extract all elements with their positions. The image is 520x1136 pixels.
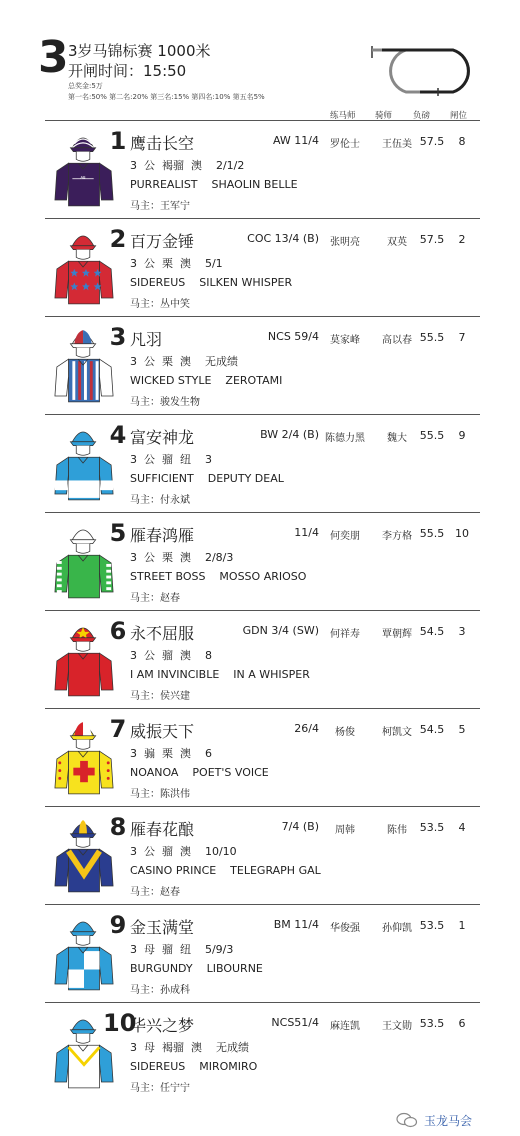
pedigree: WICKED STYLE ZEROTAMI	[130, 374, 283, 387]
horse-name: 凡羽	[130, 330, 163, 349]
pedigree: SIDEREUS SILKEN WHISPER	[130, 276, 293, 289]
horse-info: 3 公 骝 纽 3	[130, 453, 212, 466]
weight: 57.5	[419, 233, 445, 246]
trainer: 莫家峰	[330, 335, 360, 346]
owner: 马主：侯兴建	[130, 691, 190, 702]
horse-info: 3 母 骝 纽 5/9/3	[130, 943, 234, 956]
pedigree: PURREALIST SHAOLIN BELLE	[130, 178, 298, 191]
horse-info: 3 公 褐骝 澳 2/1/2	[130, 159, 245, 172]
horse-rating: 7/4 (B)	[281, 820, 319, 833]
trainer: 华俊强	[330, 923, 360, 934]
horse-name: 百万金锤	[130, 232, 195, 251]
owner: 马主：骏发生物	[130, 397, 200, 408]
horse-number: 6	[109, 617, 127, 645]
horse-rating: BW 2/4 (B)	[260, 428, 319, 441]
jockey: 王伍美	[382, 139, 412, 150]
pedigree: I AM INVINCIBLE IN A WHISPER	[130, 668, 310, 681]
weight: 55.5	[419, 429, 445, 442]
draw: 1	[458, 919, 466, 932]
horse-name: 华兴之梦	[130, 1016, 195, 1035]
jockey: 孙仰凯	[382, 923, 412, 934]
weight: 53.5	[419, 919, 445, 932]
trainer: 罗伦士	[330, 139, 360, 150]
draw: 8	[458, 135, 466, 148]
horse-number: 7	[109, 715, 127, 743]
horse-rating: NCS 59/4	[267, 330, 319, 343]
weight: 53.5	[419, 1017, 445, 1030]
entry-row	[45, 610, 480, 709]
owner: 马主：赵春	[130, 593, 180, 604]
owner: 马主：孙成科	[130, 985, 190, 996]
jockey: 高以春	[382, 335, 412, 346]
horse-info: 3 母 褐骝 澳 无成绩	[130, 1041, 249, 1054]
pedigree: SUFFICIENT DEPUTY DEAL	[130, 472, 284, 485]
horse-number: 10	[103, 1009, 137, 1037]
trainer: 张明亮	[330, 237, 360, 248]
weight: 55.5	[419, 527, 445, 540]
horse-rating: AW 11/4	[273, 134, 319, 147]
watermark-text: 玉龙马会	[424, 1114, 473, 1128]
horse-rating: 26/4	[294, 722, 319, 735]
owner: 马主：王军宁	[130, 201, 190, 212]
race-title: 3岁马锦标赛 1000米	[68, 42, 211, 60]
owner: 马主：陈洪伟	[130, 789, 190, 800]
jockey: 柯凯文	[382, 727, 412, 738]
owner: 马主：任宁宁	[130, 1083, 190, 1094]
pedigree: BURGUNDY LIBOURNE	[130, 962, 263, 975]
prize-split: 第一名:50% 第二名:20% 第三名:15% 第四名:10% 第五名5%	[68, 93, 265, 101]
draw: 3	[458, 625, 466, 638]
horse-name: 雁春鸿雁	[130, 526, 195, 545]
horse-info: 3 公 骝 澳 8	[130, 649, 212, 662]
race-header	[0, 0, 520, 120]
draw: 10	[455, 527, 469, 540]
pedigree: NOANOA POET'S VOICE	[130, 766, 269, 779]
trainer: 杨俊	[335, 727, 355, 738]
horse-name: 鹰击长空	[130, 134, 195, 153]
horse-name: 金玉满堂	[130, 918, 195, 937]
horse-name: 雁春花酿	[130, 820, 195, 839]
weight: 55.5	[419, 331, 445, 344]
horse-info: 3 公 栗 澳 2/8/3	[130, 551, 234, 564]
horse-rating: GDN 3/4 (SW)	[242, 624, 319, 637]
gate-time: 开闸时间：15:50	[68, 62, 187, 80]
pedigree: SIDEREUS MIROMIRO	[130, 1060, 258, 1073]
horse-number: 9	[109, 911, 127, 939]
jockey: 覃朝辉	[382, 629, 412, 640]
trainer: 麻连凯	[330, 1021, 360, 1032]
horse-number: 1	[109, 127, 127, 155]
jockey: 王文勋	[382, 1021, 412, 1032]
draw: 9	[458, 429, 466, 442]
purse: 总奖金:5万	[68, 82, 103, 90]
entry-row	[45, 1002, 480, 1101]
owner: 马主：丛中笑	[130, 299, 190, 310]
horse-number: 4	[109, 421, 127, 449]
draw: 4	[458, 821, 466, 834]
trainer: 何奕朋	[330, 531, 360, 542]
trainer: 何祥寿	[330, 629, 360, 640]
weight: 54.5	[419, 723, 445, 736]
horse-number: 8	[109, 813, 127, 841]
race-number: 3	[38, 32, 69, 83]
trainer: 陈德力黑	[325, 433, 365, 444]
entry-row	[45, 316, 480, 415]
entry-row	[45, 120, 480, 219]
entry-row	[45, 512, 480, 611]
col-draw: 闸位	[450, 111, 468, 121]
owner: 马主：付永斌	[130, 495, 190, 506]
jockey: 双英	[387, 237, 407, 248]
horse-rating: 11/4	[294, 526, 319, 539]
horse-rating: BM 11/4	[273, 918, 319, 931]
col-weight: 负磅	[413, 111, 431, 121]
weight: 57.5	[419, 135, 445, 148]
pedigree: CASINO PRINCE TELEGRAPH GAL	[130, 864, 321, 877]
horse-info: 3 公 骝 澳 10/10	[130, 845, 237, 858]
horse-name: 永不屈服	[130, 624, 195, 643]
entry-row	[45, 904, 480, 1003]
col-trainer: 练马师	[330, 111, 356, 121]
jockey: 李方格	[382, 531, 412, 542]
draw: 2	[458, 233, 466, 246]
wechat-icon	[396, 1112, 418, 1128]
horse-number: 2	[109, 225, 127, 253]
entry-row	[45, 806, 480, 905]
jockey: 魏大	[387, 433, 407, 444]
draw: 5	[458, 723, 466, 736]
horse-rating: NCS51/4	[271, 1016, 319, 1029]
horse-name: 富安神龙	[130, 428, 195, 447]
horse-number: 5	[109, 519, 127, 547]
weight: 53.5	[419, 821, 445, 834]
svg-text:ᴬᴮ: ᴬᴮ	[80, 176, 86, 183]
trainer: 周韩	[335, 825, 355, 836]
watermark	[396, 1110, 516, 1130]
owner: 马主：赵春	[130, 887, 180, 898]
weight: 54.5	[419, 625, 445, 638]
track-diagram	[368, 36, 488, 96]
draw: 6	[458, 1017, 466, 1030]
horse-rating: COC 13/4 (B)	[247, 232, 319, 245]
jockey: 陈伟	[387, 825, 407, 836]
pedigree: STREET BOSS MOSSO ARIOSO	[130, 570, 307, 583]
horse-info: 3 公 栗 澳 无成绩	[130, 355, 238, 368]
horse-info: 3 骟 栗 澳 6	[130, 747, 212, 760]
entry-row	[45, 708, 480, 807]
horse-name: 威振天下	[130, 722, 195, 741]
col-jockey: 骑师	[375, 111, 393, 121]
entry-row	[45, 218, 480, 317]
draw: 7	[458, 331, 466, 344]
horse-info: 3 公 栗 澳 5/1	[130, 257, 223, 270]
entry-row	[45, 414, 480, 513]
horse-number: 3	[109, 323, 127, 351]
